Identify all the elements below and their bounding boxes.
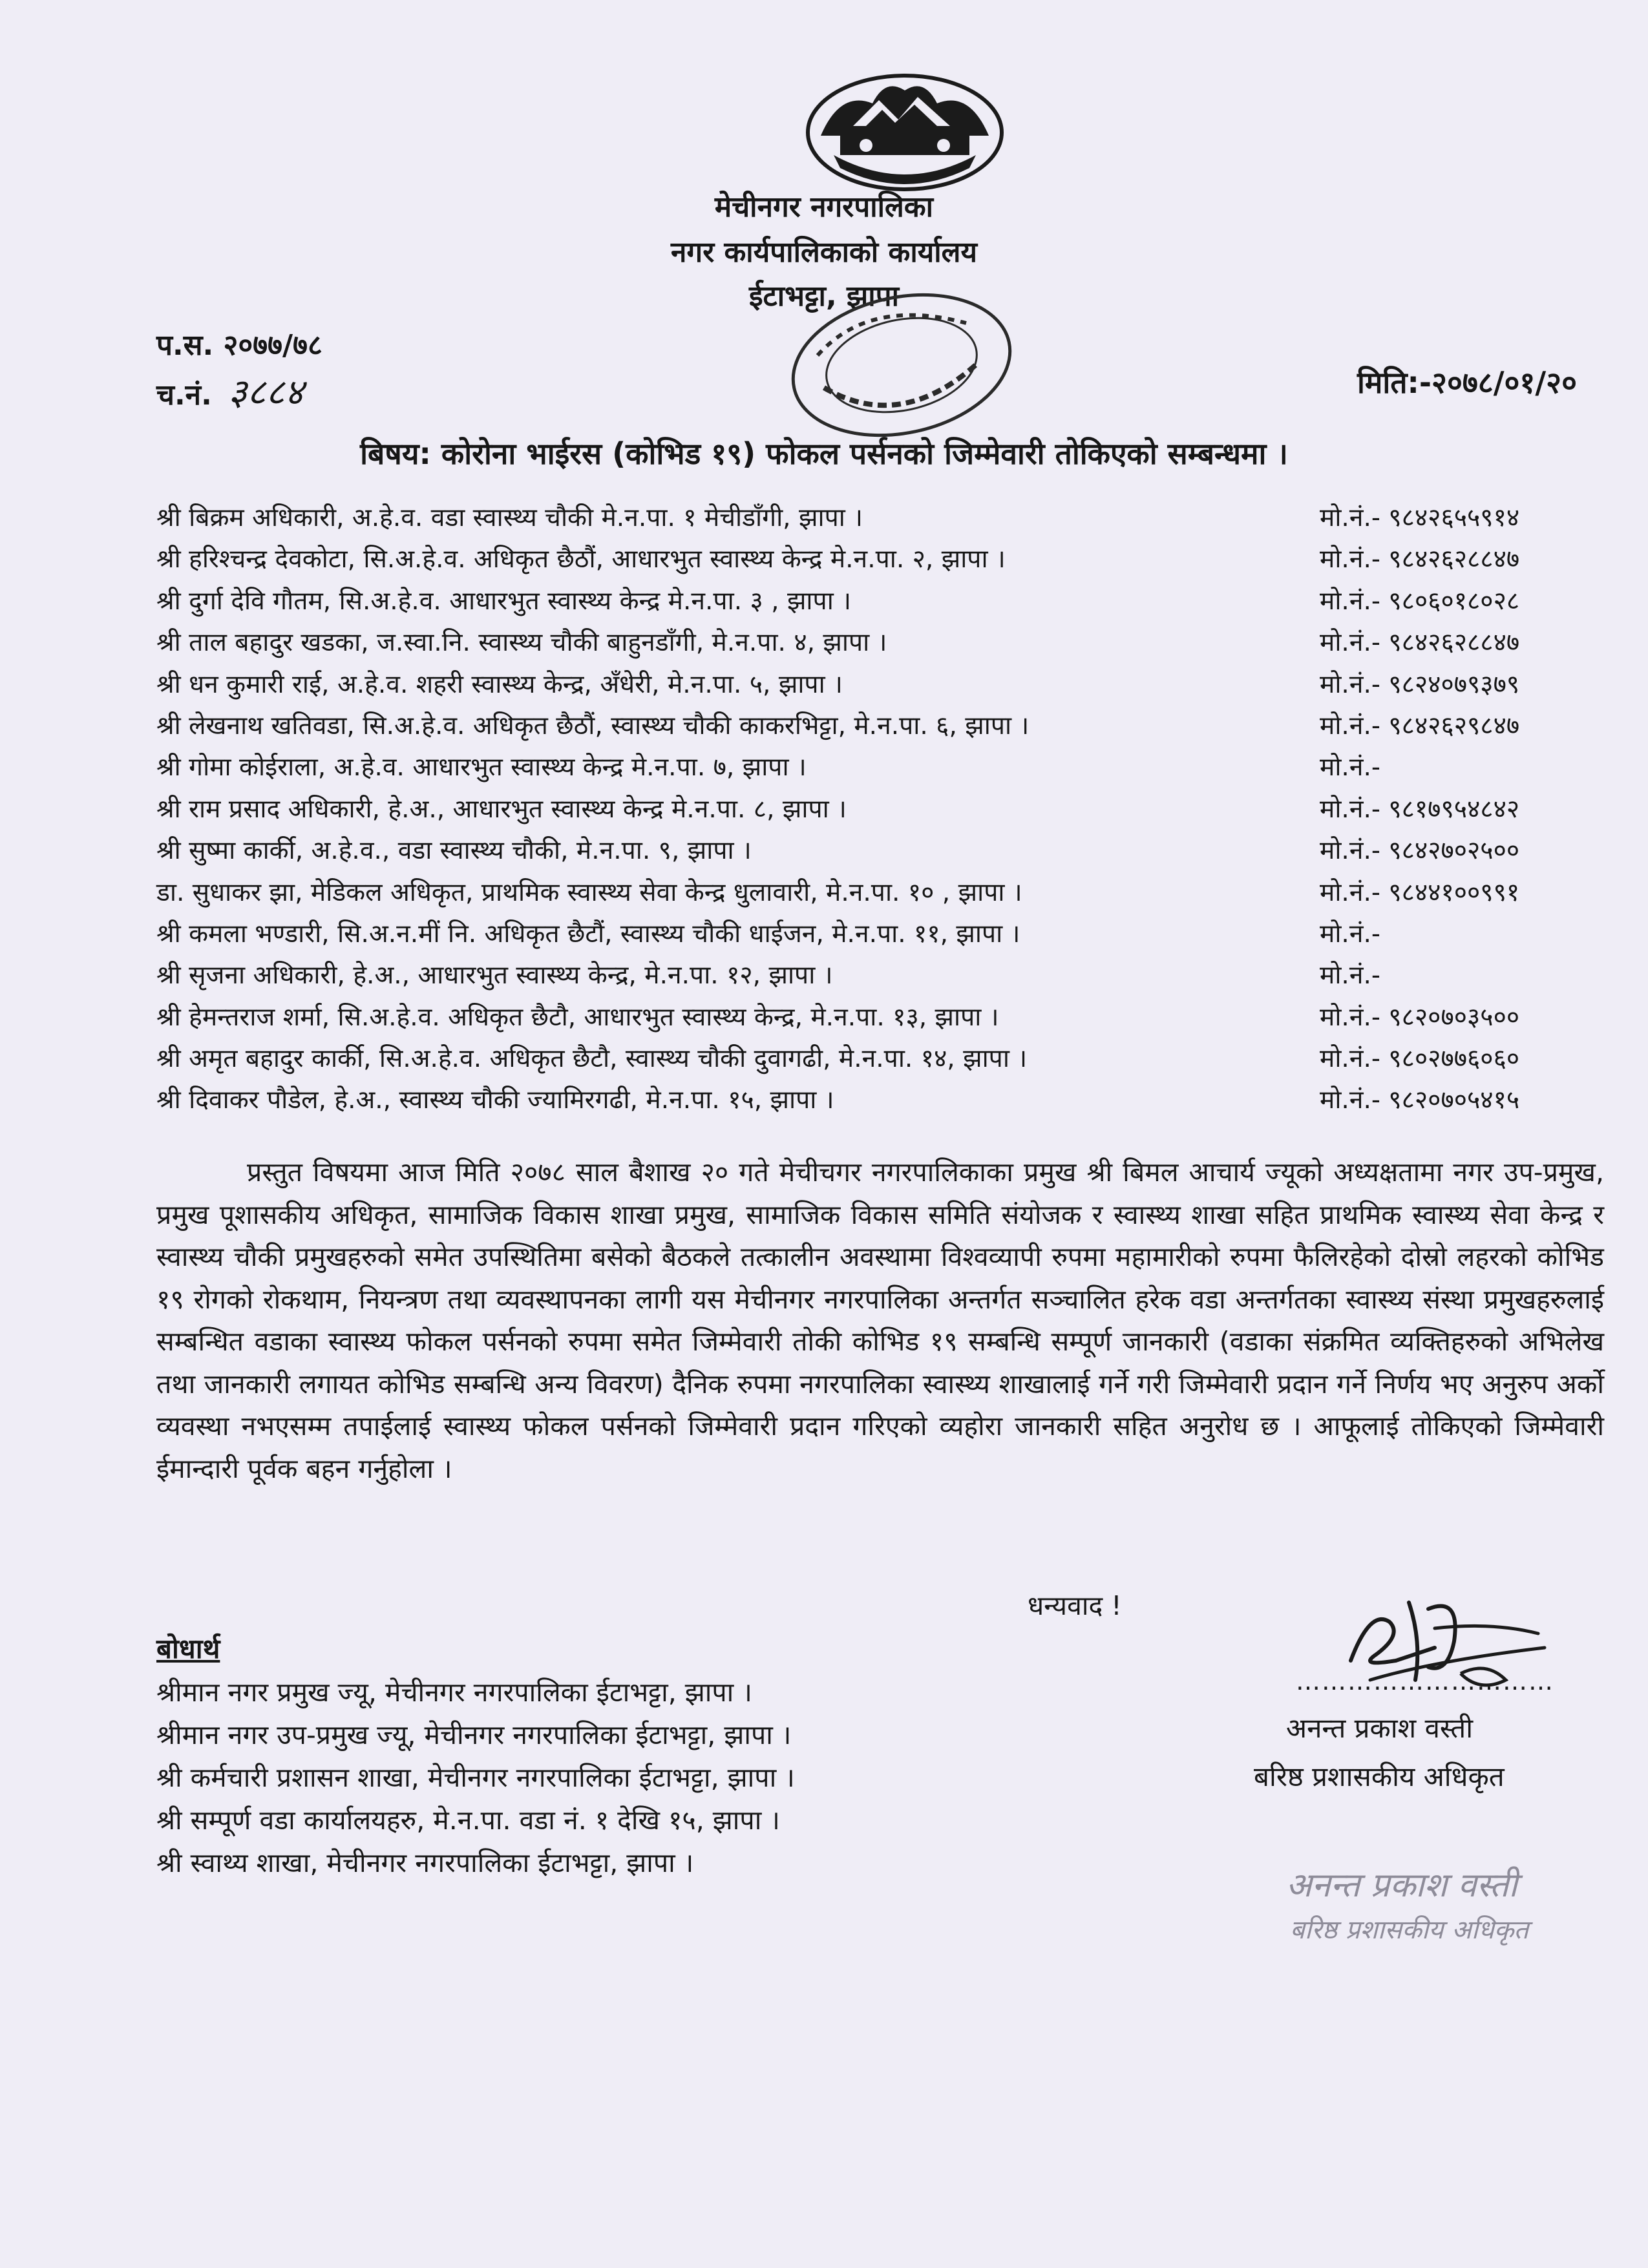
recipient-row xyxy=(156,1040,1611,1081)
recipient-text: डा. सुधाकर झा, मेडिकल अधिकृत, प्राथमिक स्वास्थ्य सेवा केन्द्र धुलावारी, मे.न.पा. १० , झापा । xyxy=(156,877,1022,907)
signatory-title: बरिष्ठ प्रशासकीय अधिकृत xyxy=(1254,1761,1505,1792)
stamp-name: अनन्त प्रकाश वस्ती xyxy=(1286,1866,1517,1905)
recipient-text: श्री सुष्मा कार्की, अ.हे.व., वडा स्वास्थ्य चौकी, मे.न.पा. ९, झापा । xyxy=(156,836,752,866)
recipient-mobile: मो.नं.- ९८०२७७६०६० xyxy=(1320,1044,1520,1074)
recipient-mobile: मो.नं.- xyxy=(1320,919,1380,949)
name-stamp xyxy=(1286,1861,1528,1946)
recipient-row xyxy=(156,832,1611,873)
recipient-mobile: मो.नं.- ९८१७९५४८४२ xyxy=(1320,794,1520,824)
recipient-text: श्री दुर्गा देवि गौतम, सि.अ.हे.व. आधारभुत स्वास्थ्य केन्द्र मे.न.पा. ३ , झापा । xyxy=(156,586,851,616)
recipient-text: श्री दिवाकर पौडेल, हे.अ., स्वास्थ्य चौकी ज्यामिरगढी, मे.न.पा. १५, झापा । xyxy=(156,1086,834,1115)
recipient-mobile: मो.नं.- ९८४२६२९८४७ xyxy=(1320,711,1520,740)
letter-subject: बिषय: कोरोना भाईरस (कोभिड १९) फोकल पर्सनको जिम्मेवारी तोकिएको सम्बन्धमा । xyxy=(360,436,1288,471)
signature-line: ………………………… xyxy=(1296,1667,1554,1696)
stamp-title: बरिष्ठ प्रशासकीय अधिकृत xyxy=(1290,1915,1529,1945)
recipient-mobile: मो.नं.- ९८०६०१८०२८ xyxy=(1320,586,1520,616)
recipient-mobile: मो.नं.- ९८४२६२८८४७ xyxy=(1320,628,1520,658)
org-name: मेचीनगर नगरपालिका xyxy=(714,191,934,224)
recipient-mobile: मो.नं.- xyxy=(1320,961,1380,991)
recipient-row xyxy=(156,666,1611,707)
reference-cn xyxy=(156,366,304,415)
signatory-name: अनन्त प्रकाश वस्ती xyxy=(1286,1712,1474,1744)
office-address: ईटाभट्टा, झापा xyxy=(748,280,900,313)
recipient-row xyxy=(156,956,1611,998)
copy-item: श्रीमान नगर उप-प्रमुख ज्यू, मेचीनगर नगरपालिका ईटाभट्टा, झापा । xyxy=(156,1719,792,1750)
recipient-mobile: मो.नं.- ९८४२६२८८४७ xyxy=(1320,545,1520,574)
recipient-row xyxy=(156,998,1611,1040)
office-name: नगर कार्यपालिकाको कार्यालय xyxy=(671,236,977,269)
recipient-mobile: मो.नं.- ९८४४१००९९१ xyxy=(1320,877,1520,907)
recipient-list xyxy=(156,499,1611,1123)
recipient-text: श्री कमला भण्डारी, सि.अ.न.मीं नि. अधिकृत छैटौं, स्वास्थ्य चौकी धाईजन, मे.न.पा. ११, झापा । xyxy=(156,919,1020,949)
recipient-text: श्री हेमन्तराज शर्मा, सि.अ.हे.व. अधिकृत छैटौ, आधारभुत स्वास्थ्य केन्द्र, मे.न.पा. १३, झापा । xyxy=(156,1002,999,1032)
copy-item: श्री सम्पूर्ण वडा कार्यालयहरु, मे.न.पा. वडा नं. १ देखि १५, झापा । xyxy=(156,1805,780,1836)
copy-item: श्रीमान नगर प्रमुख ज्यू, मेचीनगर नगरपालिका ईटाभट्टा, झापा । xyxy=(156,1677,752,1708)
recipient-row xyxy=(156,1081,1611,1122)
recipient-row xyxy=(156,748,1611,790)
recipient-text: श्री सृजना अधिकारी, हे.अ., आधारभुत स्वास्थ्य केन्द्र, मे.न.पा. १२, झापा । xyxy=(156,961,833,991)
recipient-row xyxy=(156,499,1611,540)
recipient-text: श्री राम प्रसाद अधिकारी, हे.अ., आधारभुत स्वास्थ्य केन्द्र मे.न.पा. ८, झापा । xyxy=(156,794,847,824)
reference-cn-value: ३८८४ xyxy=(228,372,304,414)
recipient-row xyxy=(156,790,1611,832)
copies-heading: बोधार्थ xyxy=(156,1633,220,1664)
copy-item: श्री कर्मचारी प्रशासन शाखा, मेचीनगर नगरपालिका ईटाभट्टा, झापा । xyxy=(156,1762,795,1793)
recipient-text: श्री धन कुमारी राई, अ.हे.व. शहरी स्वास्थ्य केन्द्र, अँधेरी, मे.न.पा. ५, झापा । xyxy=(156,669,843,699)
recipient-text: श्री हरिश्चन्द्र देवकोटा, सि.अ.हे.व. अधिकृत छैठौं, आधारभुत स्वास्थ्य केन्द्र मे.न.पा. २, झापा । xyxy=(156,545,1006,574)
recipient-mobile: मो.नं.- ९८४२७०२५०० xyxy=(1320,836,1520,866)
recipient-mobile: मो.नं.- ९८२०७०५४१५ xyxy=(1320,1086,1520,1115)
copies-list xyxy=(156,1672,795,1885)
recipient-text: श्री ताल बहादुर खडका, ज.स्वा.नि. स्वास्थ्य चौकी बाहुनडाँगी, मे.न.पा. ४, झापा । xyxy=(156,628,887,658)
recipient-mobile: मो.नं.- ९८२४०७९३७९ xyxy=(1320,669,1520,699)
reference-cn-label: च.नं. xyxy=(156,379,212,412)
letter-date: मिति:-२०७८/०१/२० xyxy=(1357,365,1577,400)
recipient-mobile: मो.नं.- ९८२०७०३५०० xyxy=(1320,1002,1520,1032)
nepal-emblem-icon xyxy=(795,65,1015,194)
recipient-row xyxy=(156,915,1611,956)
recipient-row xyxy=(156,624,1611,665)
recipient-row xyxy=(156,707,1611,748)
copy-item: श्री स्वाथ्य शाखा, मेचीनगर नगरपालिका ईटाभट्टा, झापा । xyxy=(156,1847,694,1878)
body-paragraph: प्रस्तुत विषयमा आज मिति २०७८ साल बैशाख २० गते मेचीचगर नगरपालिकाका प्रमुख श्री बिमल आचार्य ज्यूको अध्यक्षतामा नगर उप-प्रमुख, प्रमुख पूशासकीय अधिकृत, सामाजिक विकास शाखा प्रमुख, सामाजिक विकास समिति संयोजक र स्वास्थ्य शाखा सहित प्राथमिक स्वास्थ्य सेवा केन्द्र र स्वास्थ्य चौकी प्रमुखहरुको समेत उपस्थितिमा बसेको बैठकले तत्कालीन अवस्थामा विश्वव्यापी रुपमा महामारीको रुपमा फैलिरहेको दोस्रो लहरको कोभिड १९ रोगको रोकथाम, नियन्त्रण तथा व्यवस्थापनका लागी यस मेचीनगर नगरपालिका अन्तर्गत सञ्चालित हरेक वडा अन्तर्गतका स्वास्थ्य संस्था प्रमुखहरुलाई सम्बन्धित वडाका स्वास्थ्य फोकल पर्सनको रुपमा समेत जिम्मेवारी तोकी कोभिड १९ सम्बन्धि सम्पूर्ण जानकारी (वडाका संक्रमित व्यक्तिहरुको अभिलेख तथा जानकारी लगायत कोभिड सम्बन्धि अन्य विवरण) दैनिक रुपमा नगरपालिका स्वास्थ्य शाखालाई गर्ने गरी जिम्मेवारी प्रदान गर्ने निर्णय भए अनुरुप अर्को व्यवस्था नभएसम्म तपाईलाई स्वास्थ्य फोकल पर्सनको जिम्मेवारी प्रदान गरिएको व्यहोरा जानकारी सहित अनुरोध छ । आफूलाई तोकिएको जिम्मेवारी ईमान्दारी पूर्वक बहन गर्नुहोला । xyxy=(156,1157,1604,1484)
recipient-row xyxy=(156,874,1611,915)
recipient-text: श्री बिक्रम अधिकारी, अ.हे.व. वडा स्वास्थ्य चौकी मे.न.पा. १ मेचीडाँगी, झापा । xyxy=(156,503,863,532)
recipient-text: श्री लेखनाथ खतिवडा, सि.अ.हे.व. अधिकृत छैठौं, स्वास्थ्य चौकी काकरभिट्टा, मे.न.पा. ६, झापा । xyxy=(156,711,1030,740)
recipient-mobile: मो.नं.- xyxy=(1320,753,1380,782)
recipient-text: श्री गोमा कोईराला, अ.हे.व. आधारभुत स्वास्थ्य केन्द्र मे.न.पा. ७, झापा । xyxy=(156,753,807,782)
thanks-text: धन्यवाद ! xyxy=(1028,1590,1122,1621)
recipient-row xyxy=(156,582,1611,624)
recipient-text: श्री अमृत बहादुर कार्की, सि.अ.हे.व. अधिकृत छैटौ, स्वास्थ्य चौकी दुवागढी, मे.न.पा. १४, झापा । xyxy=(156,1044,1028,1074)
office-seal-icon xyxy=(772,284,1024,446)
recipient-mobile: मो.नं.- ९८४२६५५९१४ xyxy=(1320,503,1520,532)
recipient-row xyxy=(156,540,1611,582)
reference-ps: प.स. २०७७/७८ xyxy=(156,329,322,362)
